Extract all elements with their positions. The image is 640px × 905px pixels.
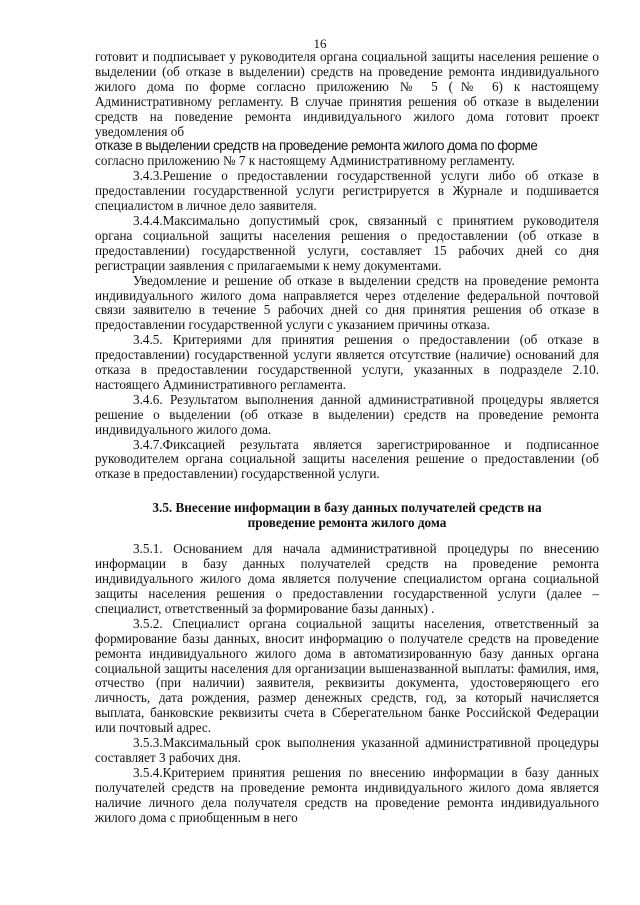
paragraph-3-4-4: 3.4.4.Максимально допустимый срок, связанный с принятием руководителя органа социальной защиты населения решения о предоставлении (об отказе в предоставлении) государственной услуги, составляет 15 рабочих дней со дня регистрации заявления с прилагаемыми к нему документами. — [95, 212, 599, 273]
paragraph-3-4-5: 3.4.5. Критериями для принятия решения о предоставлении (об отказе в предоставлении) государственной услуги является отсутствие (наличие) оснований для отказа в предоставлении государственной услуги, указанных в подразделе 2.10. настоящего Административного регламента. — [95, 332, 599, 392]
paragraph-3-5-2: 3.5.2. Специалист органа социальной защиты населения, ответственный за формирование базы данных, вносит информацию о получателе средств на проведение ремонта индивидуального жилого дома в автоматизированную базу данных органа социальной защиты населения для организации вышеназванной выплаты: фамилия, имя, отчество (при наличии) заявителя, реквизиты документа, удостоверяющего его личность, дата рождения, размер денежных средств, год, за который начисляется выплата, банковские реквизиты счета в Сберегательном банке Российской Федерации или почтовый адрес. — [95, 615, 599, 736]
section-heading-line1: 3.5. Внесение информации в базу данных получателей средств на — [152, 500, 542, 516]
paragraph-3-4-6: 3.4.6. Результатом выполнения данной административной процедуры является решение о выделении (об отказе в выделении) средств на проведение ремонта индивидуального жилого дома. — [95, 391, 599, 437]
paragraph-3-4-3: 3.4.3.Решение о предоставлении государственной услуги либо об отказе в предоставлении государственной услуги регистрируется в Журнале и подшивается специалистом в личное дело заявителя. — [95, 168, 599, 214]
paragraph-3-5-3: 3.5.3.Максимальный срок выполнения указанной административной процедуры составляет 3 рабочих дня. — [95, 735, 599, 765]
paragraph-continuation-end: согласно приложению № 7 к настоящему Административному регламенту. — [95, 153, 515, 169]
paragraph-3-5-1: 3.5.1. Основанием для начала административной процедуры по внесению информации в базу данных получателей средств на проведение ремонта индивидуального жилого дома является получение специалистом органа социальной защиты населения решения о предоставлении государственной услуги (далее – специалист, ответственный за формирование базы данных) . — [95, 541, 599, 616]
paragraph-continuation-condensed: отказе в выделении средств на проведение ремонта жилого дома по форме — [95, 138, 538, 154]
paragraph-3-5-4: 3.5.4.Критерием принятия решения по внесению информации в базу данных получателей средств на проведение ремонта индивидуального жилого дома является наличие личного дела получателя средств на проведение ремонта индивидуального жилого дома с приобщенным в него — [95, 764, 599, 825]
paragraph-notice: Уведомление и решение об отказе в выделении средств на проведение ремонта индивидуального жилого дома направляется через отделение федеральной почтовой связи заявителю в течение 5 рабочих дней со дня принятия решения об отказе в предоставлении государственной услуги с указанием причины отказа. — [95, 272, 599, 333]
paragraph-3-4-7: 3.4.7.Фиксацией результата является зарегистрированное и подписанное руководителем органа социальной защиты населения решение о предоставлении (об отказе в предоставлении) государственной услуги. — [95, 436, 599, 482]
section-heading — [95, 500, 599, 530]
document-body — [95, 50, 599, 826]
paragraph-continuation: готовит и подписывает у руководителя органа социальной защиты населения решение о выделении (об отказе в выделении) средств на проведение ремонта индивидуального жилого дома по форме согласно приложению № 5 (№ 6) к настоящему Административному регламенту. В случае принятия решения об отказе в выделении средств на поведение ремонта индивидуального жилого дома готовит проект уведомления об — [95, 49, 599, 139]
section-heading-line2: проведение ремонта жилого дома — [247, 515, 447, 531]
page-number: 16 — [313, 36, 327, 51]
